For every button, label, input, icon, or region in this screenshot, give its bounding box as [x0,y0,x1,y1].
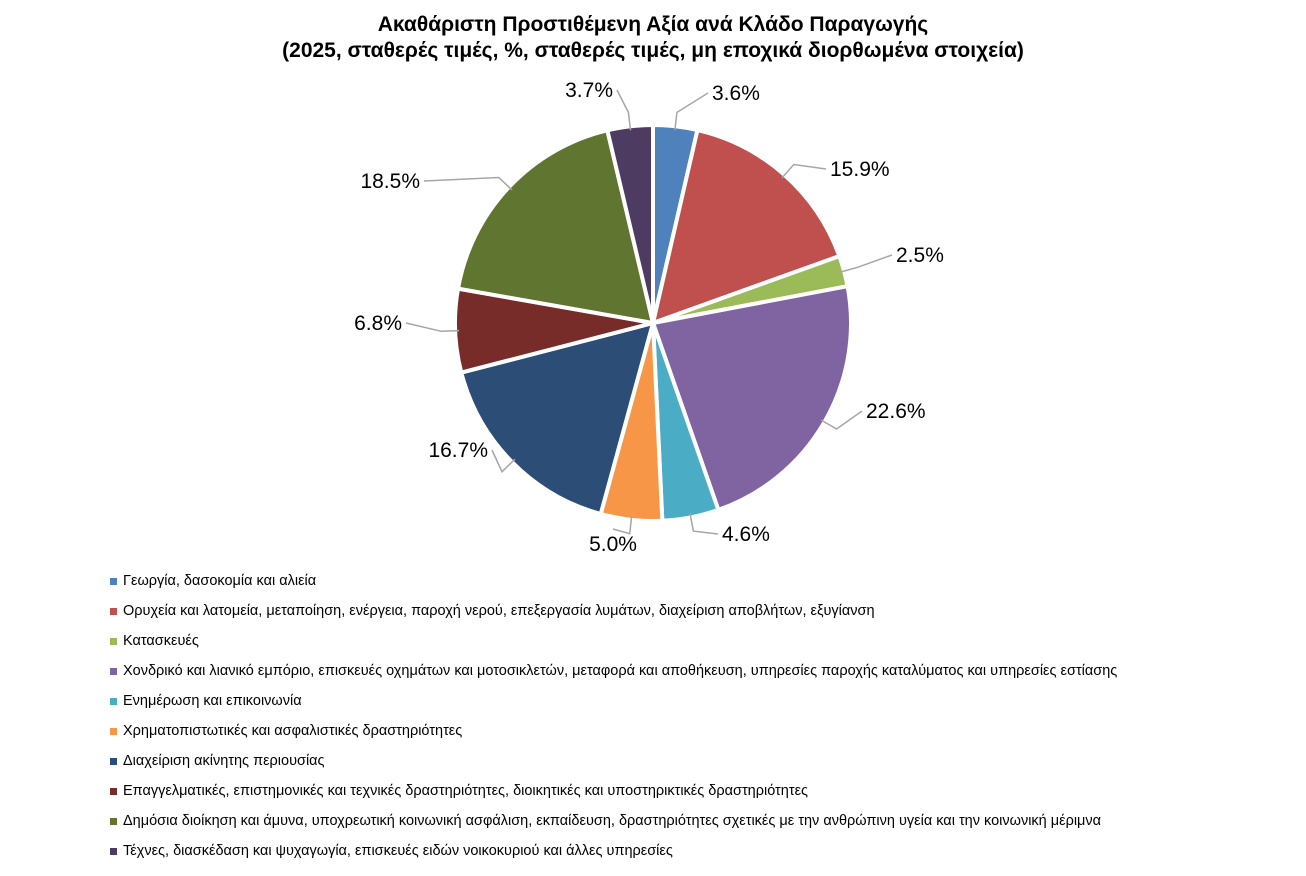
legend-item [110,836,1117,866]
legend-swatch [110,608,117,615]
chart-title-line: Ακαθάριστη Προστιθέμενη Αξία ανά Κλάδο Παραγωγής [377,13,929,36]
legend-swatch [110,788,117,795]
slice-data-label: 18.5% [360,170,420,193]
legend-item [110,626,1117,656]
slice-data-label: 22.6% [866,400,926,423]
slice-data-label: 6.8% [354,312,402,335]
legend-label: Ενημέρωση και επικοινωνία [123,693,302,709]
legend-item [110,656,1117,686]
leader-line [424,178,512,190]
legend [110,566,1117,866]
legend-label: Χρηματοπιστωτικές και ασφαλιστικές δραστηριότητες [123,723,463,739]
slice-data-label: 5.0% [589,533,637,556]
legend-item [110,806,1117,836]
slice-data-label: 4.6% [722,523,770,546]
legend-item [110,776,1117,806]
legend-label: Επαγγελματικές, επιστημονικές και τεχνικές δραστηριότητες, διοικητικές και υποστηρικτικές δραστηριότητες [123,783,809,799]
legend-swatch [110,848,117,855]
slice-data-label: 15.9% [830,158,890,181]
legend-swatch [110,668,117,675]
legend-item [110,686,1117,716]
legend-label: Τέχνες, διασκέδαση και ψυχαγωγία, επισκευές ειδών νοικοκυριού και άλλες υπηρεσίες [123,843,673,859]
legend-label: Διαχείριση ακίνητης περιουσίας [123,753,325,769]
legend-swatch [110,638,117,645]
slice-data-label: 3.7% [565,79,613,102]
legend-item [110,596,1117,626]
legend-swatch [110,578,117,585]
legend-label: Δημόσια διοίκηση και άμυνα, υποχρεωτική κοινωνική ασφάλιση, εκπαίδευση, δραστηριότητες σχετικές με την ανθρώπινη υγεία και την κοινωνική μέριμνα [123,813,1102,829]
legend-swatch [110,818,117,825]
legend-item [110,746,1117,776]
legend-swatch [110,728,117,735]
legend-label: Ορυχεία και λατομεία, μεταποίηση, ενέργεια, παροχή νερού, επεξεργασία λυμάτων, διαχείριση αποβλήτων, εξυγίανση [123,603,875,619]
slice-data-label: 2.5% [896,244,944,267]
legend-item [110,716,1117,746]
legend-label: Κατασκευές [123,633,199,649]
leader-line [406,323,459,331]
leader-line [840,255,892,272]
legend-swatch [110,758,117,765]
legend-label: Χονδρικό και λιανικό εμπόριο, επισκευές οχημάτων και μοτοσικλετών, μεταφορά και αποθήκευση, υπηρεσίες παροχής καταλύματος και υπηρεσίες εστίασης [123,663,1118,679]
legend-item [110,566,1117,596]
leader-line [675,93,708,130]
legend-label: Γεωργία, δασοκομία και αλιεία [123,573,317,589]
chart-subtitle-line: (2025, σταθερές τιμές, %, σταθερές τιμές, μη εποχικά διορθωμένα στοιχεία) [282,39,1024,62]
legend-swatch [110,698,117,705]
slice-data-label: 3.6% [712,82,760,105]
leader-line [617,90,631,130]
slice-data-label: 16.7% [428,439,488,462]
